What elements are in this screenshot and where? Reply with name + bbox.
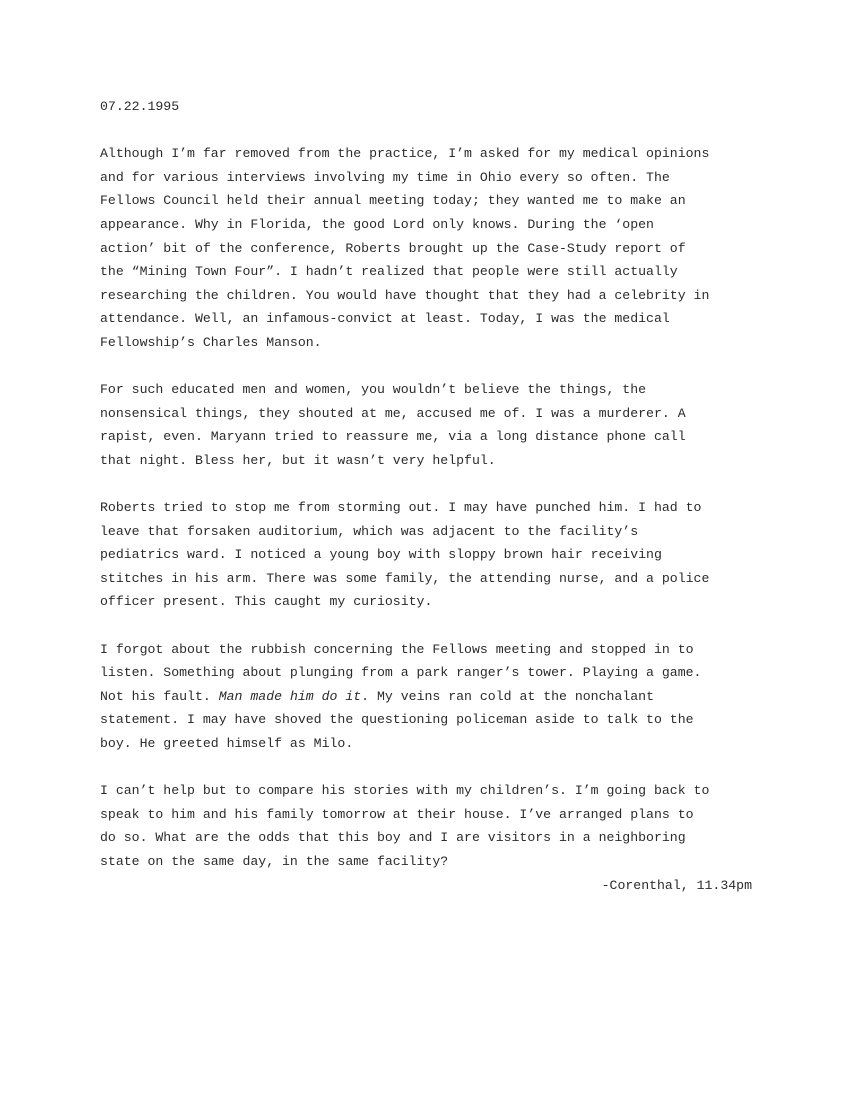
entry-date: 07.22.1995: [100, 99, 180, 114]
text-line: I forgot about the rubbish concerning the Fellows meeting and stopped in to: [100, 641, 694, 657]
paragraph-1: [100, 142, 752, 354]
journal-entry: [100, 95, 752, 897]
paragraph-4: [100, 638, 752, 756]
text-line: Roberts tried to stop me from storming out. I may have punched him. I had to: [100, 500, 702, 516]
text-line: Fellows Council held their annual meeting today; they wanted me to make an: [100, 193, 686, 209]
text-line: appearance. Why in Florida, the good Lord only knows. During the ‘open: [100, 216, 654, 232]
text-line: researching the children. You would have thought that they had a celebrity in: [100, 287, 710, 303]
text-line: that night. Bless her, but it wasn’t very helpful.: [100, 452, 496, 468]
text-line: I can’t help but to compare his stories with my children’s. I’m going back to: [100, 783, 710, 799]
text-line: nonsensical things, they shouted at me, accused me of. I was a murderer. A: [100, 405, 686, 421]
text-line-with-italic: [100, 685, 752, 709]
paragraph-2: [100, 378, 752, 472]
text-line: For such educated men and women, you wouldn’t believe the things, the: [100, 382, 647, 398]
text-line: listen. Something about plunging from a park ranger’s tower. Playing a game.: [100, 665, 702, 681]
text-line: rapist, even. Maryann tried to reassure me, via a long distance phone call: [100, 429, 686, 445]
text-line: statement. I may have shoved the questioning policeman aside to talk to the: [100, 712, 694, 728]
italic-quote: Man made him do it: [218, 688, 362, 704]
text-line: attendance. Well, an infamous-convict at least. Today, I was the medical: [100, 311, 670, 327]
paragraph-3: [100, 496, 752, 614]
text-line: officer present. This caught my curiosity.: [100, 594, 433, 610]
text-line: action’ bit of the conference, Roberts brought up the Case-Study report of: [100, 240, 686, 256]
text-line: state on the same day, in the same facility?: [100, 854, 449, 869]
text-line: stitches in his arm. There was some family, the attending nurse, and a police: [100, 570, 710, 586]
text-line: do so. What are the odds that this boy and I are visitors in a neighboring: [100, 830, 686, 846]
text-segment: . My veins ran cold at the nonchalant: [361, 688, 654, 704]
text-line: the “Mining Town Four”. I hadn’t realized that people were still actually: [100, 264, 678, 280]
text-segment: Not his fault.: [100, 688, 219, 704]
text-line: pediatrics ward. I noticed a young boy with sloppy brown hair receiving: [100, 547, 662, 563]
text-line: and for various interviews involving my time in Ohio every so often. The: [100, 169, 670, 185]
text-line: leave that forsaken auditorium, which was adjacent to the facility’s: [100, 523, 639, 539]
text-line: Fellowship’s Charles Manson.: [100, 334, 322, 350]
paragraph-5: [100, 779, 752, 873]
text-line: speak to him and his family tomorrow at their house. I’ve arranged plans to: [100, 806, 694, 822]
text-line: Although I’m far removed from the practice, I’m asked for my medical opinions: [100, 146, 710, 162]
signature: -Corenthal, 11.34pm: [601, 877, 752, 893]
text-line: boy. He greeted himself as Milo.: [100, 736, 354, 752]
